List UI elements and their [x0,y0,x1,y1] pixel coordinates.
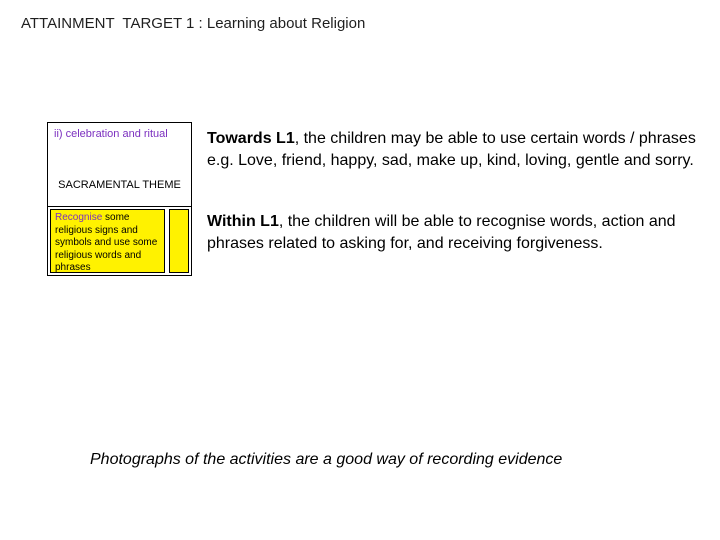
yellow-side-cell [169,209,189,273]
within-l1-paragraph [207,211,697,255]
towards-l1-text: , the children may be able to use certain words / phrases e.g. Love, friend, happy, sad, make up, kind, loving, gentle and sorry. [207,130,696,169]
towards-l1-heading: Towards L1 [207,130,295,147]
page-title: ATTAINMENT TARGET 1 : Learning about Religion [21,15,366,32]
recognise-text [55,212,163,275]
recognise-lead: Recognise [55,212,103,223]
theme-box-header [48,123,191,207]
recognise-cell [50,209,165,273]
within-l1-text: , the children will be able to recognise words, action and phrases related to asking for, and receiving forgiveness. [207,213,676,252]
theme-box [47,122,192,276]
ritual-label: ii) celebration and ritual [54,128,168,140]
sacramental-theme-label: SACRAMENTAL THEME [58,179,181,191]
towards-l1-paragraph [207,128,697,172]
footer-note: Photographs of the activities are a good way of recording evidence [90,451,563,468]
within-l1-heading: Within L1 [207,213,279,230]
recognise-rest: some religious signs and symbols and use some religious words and phrases [55,212,158,273]
